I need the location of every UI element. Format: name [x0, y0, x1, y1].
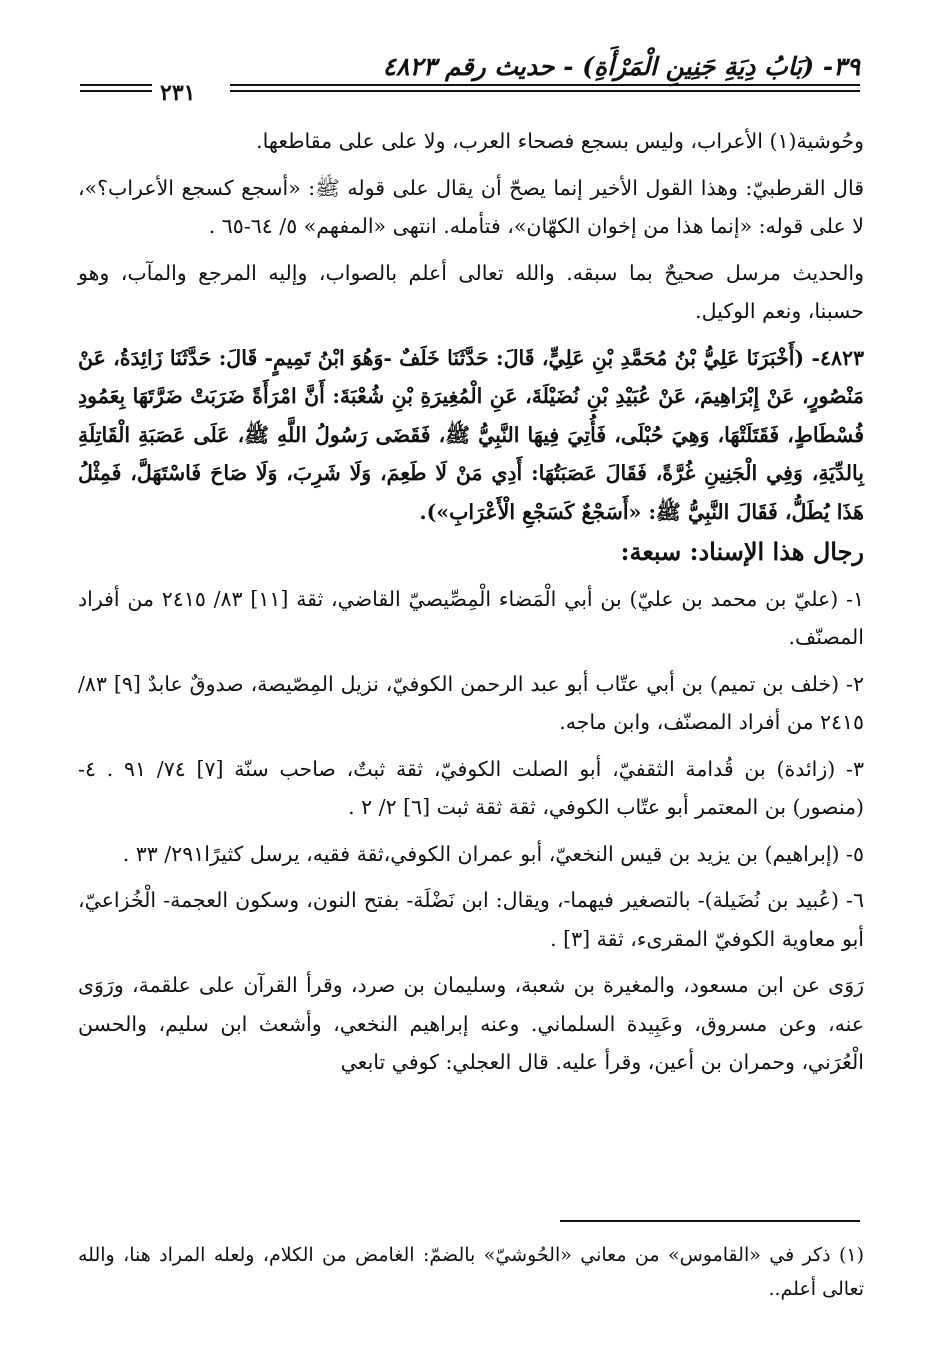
- page-header: [80, 52, 860, 106]
- hadith-text: ٤٨٢٣- (أَخْبَرَنَا عَلِيُّ بْنُ مُحَمَّدِ بْنِ عَلِيٍّ، قَالَ: حَدَّثَنَا خَلَفٌ -وَهُوَ ابْنُ تَمِيمٍ- قَالَ: حَدَّثَنَا زَائِدَةُ، عَنْ مَنْصُورٍ، عَنْ إِبْرَاهِيمَ، عَنْ عُبَيْدِ بْنِ نُضَيْلَةَ، عَنِ الْمُغِيرَةِ بْنِ شُعْبَةَ: أَنَّ امْرَأَةً ضَرَبَتْ ضَرَّتَهَا بِعَمُودِ فُسْطَاطٍ، فَقَتَلَتْهَا، وَهِيَ حُبْلَى، فَأُتِيَ فِيهَا النَّبِيُّ ﷺ، فَقَضَى رَسُولُ اللَّهِ ﷺ، عَلَى عَصَبَةِ الْقَاتِلَةِ بِالدِّيَةِ، وَفِي الْجَنِينِ غُرَّةً، فَقَالَ عَصَبَتُهَا: أَدِي مَنْ لَا طَعِمَ، وَلَا شَرِبَ، وَلَا صَاحَ فَاسْتَهَلَّ، فَمِثْلُ هَذَا يُطَلُّ، فَقَالَ النَّبِيُّ ﷺ: «أَسَجْعٌ كَسَجْعِ الْأَعْرَابِ»).: [78, 345, 864, 524]
- paragraph: قال القرطبيّ: وهذا القول الأخير إنما يصحّ أن يقال على قوله ﷺ: «أسجع كسجع الأعراب؟»، لا على قوله: «إنما هذا من إخوان الكهّان»، فتأمله. انتهى «المفهم» ٥/ ٦٤-٦٥ .: [78, 175, 864, 238]
- narrator-entry: ٦- (عُبيد بن نُضَيلة)- بالتصغير فيهما-، ويقال: ابن نَضْلَة- بفتح النون، وسكون العجمة- الْخُزاعيّ، أبو معاوية الكوفيّ المقرىء، ثقة [٣] .: [78, 888, 864, 951]
- page-body: [78, 122, 864, 1090]
- paragraph: وحُوشية(١) الأعراب، وليس بسجع فصحاء العرب، ولا على على مقاطعها.: [256, 129, 864, 153]
- narrator-entry: ٢- (خلف بن تميم) بن أبي عتّاب أبو عبد الرحمن الكوفيّ، نزيل المِصّيصة، صدوقٌ عابدٌ [٩] ٨٣/ ٢٤١٥ من أفراد المصنّف، وابن ماجه.: [78, 671, 864, 734]
- narrator-entry: ٥- (إبراهيم) بن يزيد بن قيس النخعيّ، أبو عمران الكوفي،ثقة فقيه، يرسل كثيرًا٢٩١/ ٣٣ .: [122, 841, 864, 866]
- section-heading: رجال هذا الإسناد: سبعة:: [620, 537, 864, 566]
- footnote: (١) ذكر في «القاموس» من معاني «الحُوشيّ» بالضمّ: الغامض من الكلام، ولعله المراد هنا، والله تعالى أعلم..: [78, 1244, 864, 1300]
- header-rule: [230, 84, 860, 86]
- header-rule: [230, 90, 860, 92]
- page-number: ٢٣١: [160, 80, 196, 106]
- paragraph: والحديث مرسل صحيحٌ بما سبقه. والله تعالى أعلم بالصواب، وإليه المرجع والمآب، وهو حسبنا، ونعم الوكيل.: [78, 260, 864, 323]
- header-rule-short: [80, 90, 152, 92]
- running-title: ٣٩- (بَابُ دِيَةِ جَنِينِ الْمَرْأَةِ) - حديث رقم ٤٨٢٣: [382, 52, 860, 81]
- paragraph: رَوَى عن ابن مسعود، والمغيرة بن شعبة، وسليمان بن صرد، وقرأ القرآن على علقمة، ورَوَى عنه، وعن مسروق، وعَبِيدة السلماني. وعنه إبراهيم النخعي، وأشعث ابن سليم، والحسن الْعُرَني، وحمران بن أعين، وقرأ عليه. قال العجلي: كوفي تابعي: [78, 973, 864, 1074]
- narrator-entry: ١- (عليّ بن محمد بن عليّ) بن أبي الْمَضاء الْمِصِّيصيّ القاضي، ثقة [١١] ٨٣/ ٢٤١٥ من أفراد المصنّف.: [78, 586, 865, 649]
- header-rule-short: [80, 84, 152, 86]
- footnote-divider: [560, 1220, 860, 1222]
- narrator-entry: ٣- (زائدة) بن قُدامة الثقفيّ، أبو الصلت الكوفيّ، ثقة ثبتٌ، صاحب سنّة [٧] ٧٤/ ٩١ . ٤- (منصور) بن المعتمر أبو عتّاب الكوفي، ثقة ثقة ثبت [٦] ٢/ ٢ .: [78, 756, 864, 819]
